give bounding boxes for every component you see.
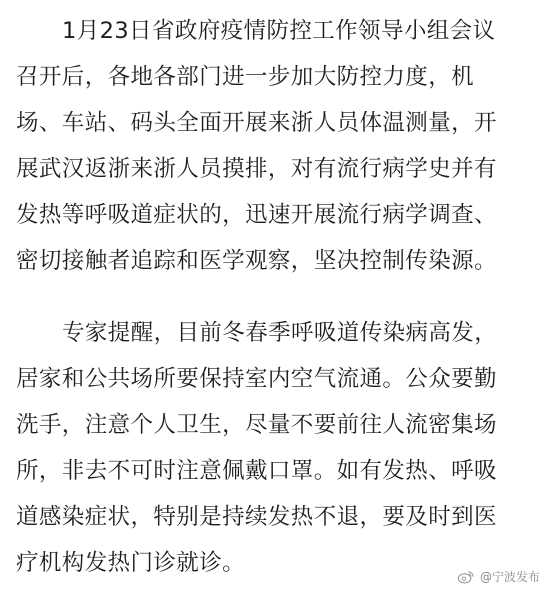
paragraph-2-line-4: 所，非去不可时注意佩戴口罩。如有发热、呼吸 (16, 458, 497, 484)
paragraph-2-line-2: 居家和公共场所要保持室内空气流通。公众要勤 (16, 366, 497, 392)
paragraph-2-line-1: 专家提醒，目前冬春季呼吸道传染病高发， (62, 320, 498, 346)
paragraph-1-line-4: 展武汉返浙来浙人员摸排，对有流行病学史并有 (16, 156, 497, 182)
paragraph-1-line-6: 密切接触者追踪和医学观察，坚决控制传染源。 (16, 248, 497, 274)
paragraph-1-line-1: 1月23日省政府疫情防控工作领导小组会议 (62, 18, 496, 44)
watermark (457, 568, 540, 585)
paragraph-2-line-5: 道感染症状，特别是持续发热不退，要及时到医 (16, 504, 497, 530)
paragraph-2-line-6: 疗机构发热门诊就诊。 (16, 550, 246, 576)
paragraph-1-line-3: 场、车站、码头全面开展来浙人员体温测量，开 (16, 110, 497, 136)
paragraph-1-line-2: 召开后，各地各部门进一步加大防控力度，机 (16, 64, 475, 90)
watermark-text: @宁波发布 (479, 570, 540, 584)
paragraph-1-line-5: 发热等呼吸道症状的，迅速开展流行病学调查、 (16, 202, 497, 228)
paragraph-2-line-3: 洗手，注意个人卫生，尽量不要前往人流密集场 (16, 412, 497, 438)
weibo-icon (457, 570, 475, 584)
